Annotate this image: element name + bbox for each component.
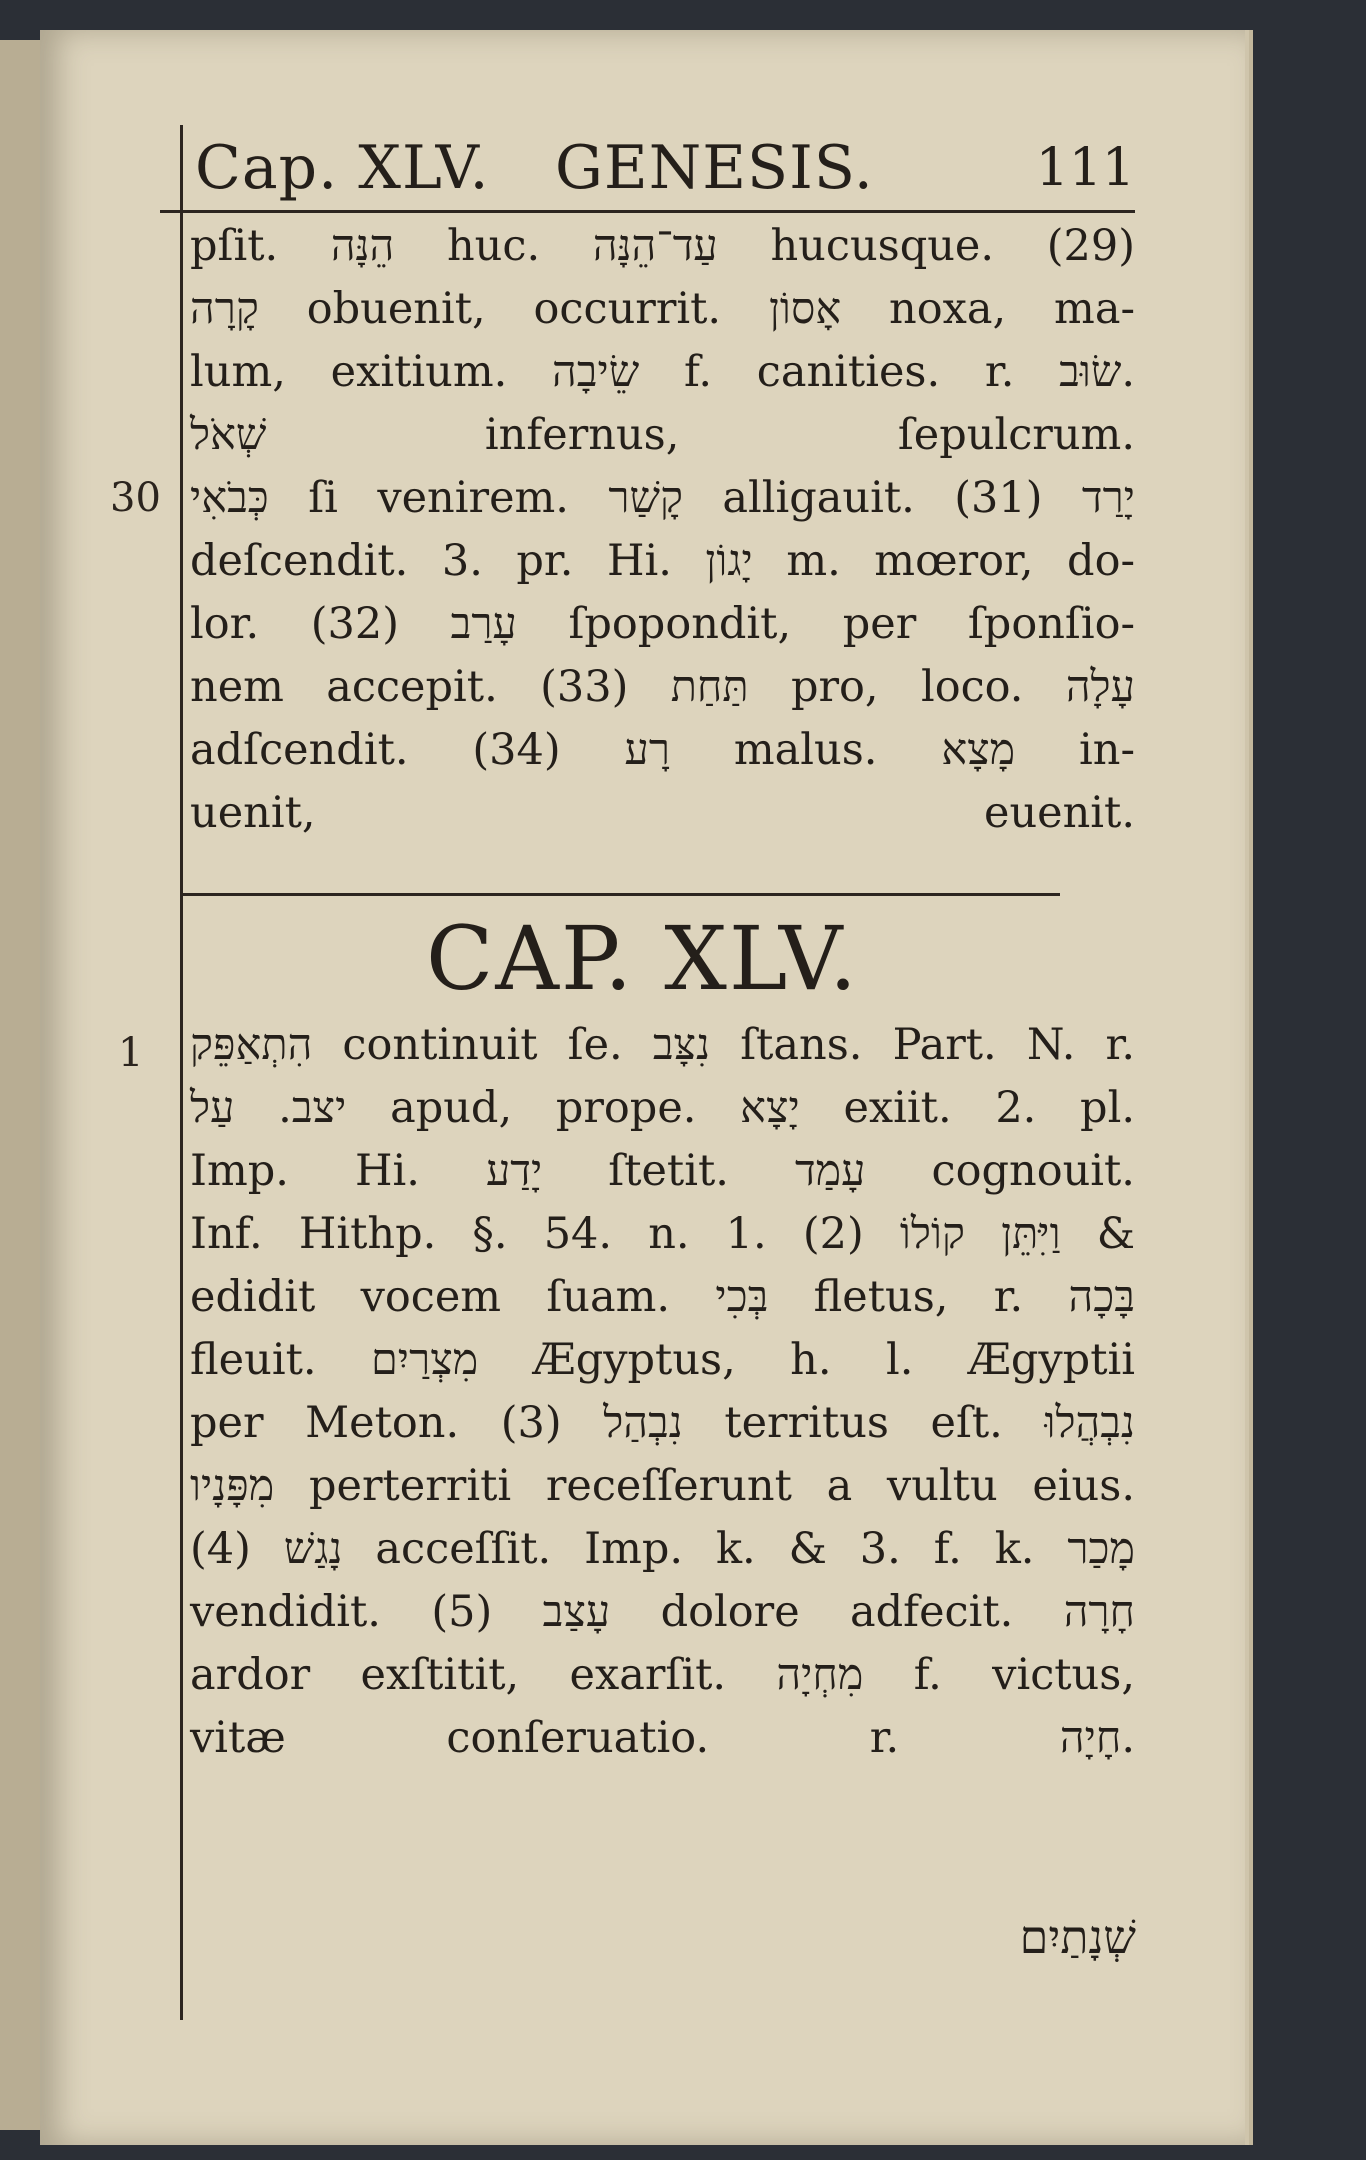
line-text: edidit vocem ſuam. בְּכִי fletus, r. בָּכָה [190,1272,1135,1322]
line-text: קָרָה obuenit, occurrit. אָסוֹן noxa, ma- [190,284,1135,334]
verse-number: 1 [118,1030,144,1076]
page-number: 111 [1035,138,1135,198]
text-line [190,341,1135,404]
book-title: GENESIS. [555,133,874,203]
line-text: (4) נָגַשׁ acceſſit. Imp. k. & 3. f. k. מָכַר [190,1524,1136,1574]
line-text: pſit. הֵנָּה huc. עַד־הֵנָּה hucusque. (29) [190,221,1136,271]
page-body [110,215,1136,1770]
text-line [190,215,1135,278]
text-line [190,656,1135,719]
text-line [190,530,1135,593]
line-text: מִפָּנָיו perterriti receſſerunt a vultu eius. [190,1461,1135,1511]
text-line [118,1014,1135,1077]
line-text: lum, exitium. שֵׂיבָה f. canities. r. שׂוּב. [190,347,1135,397]
line-text: vendidit. (5) עָצַב dolore adfecit. חָרָה [190,1587,1136,1637]
line-text: ardor exſtitit, exarſit. מִחְיָה f. victus, [190,1650,1135,1700]
text-line [190,404,1135,467]
section-rule [180,893,1060,896]
header-rule [160,210,1135,213]
line-text: Imp. Hi. יָדַע ſtetit. עָמַד cognouit. [190,1146,1135,1196]
glossary-section-2 [118,1014,1136,1770]
text-line [190,1518,1135,1581]
text-line [190,1455,1135,1518]
line-text: שְׁאֹל infernus, ſepulcrum. [190,410,1135,460]
chapter-label: Cap. XLV. [195,133,490,203]
text-line [110,467,1135,530]
line-text: adſcendit. (34) רָע malus. מָצָא in- [190,725,1135,775]
running-header [160,128,1135,208]
text-line [190,1140,1135,1203]
text-line [190,1392,1135,1455]
text-line [190,1707,1135,1770]
catchword: שְׁנָתַיִם [1019,1910,1136,1964]
line-text: fleuit. מִצְרַיִם Ægyptus, h. l. Ægyptii [190,1335,1135,1385]
line-text: lor. (32) עָרַב ſpopondit, per ſponſio- [190,599,1135,649]
text-line [190,782,1135,845]
line-text: per Meton. (3) נִבְהַל territus eſt. נִבְהֲלוּ [190,1398,1135,1448]
text-line [190,1329,1135,1392]
line-text: כְּבֹאִי ſi venirem. קָשַׁר alligauit. (31) יָרַד [190,473,1135,523]
line-text: vitæ conſeruatio. r. חָיָה. [190,1713,1135,1763]
line-text: nem accepit. (33) תַּחַת pro, loco. עָלָה [190,662,1135,712]
text-line [190,1644,1135,1707]
glossary-section-1 [110,215,1136,845]
margin-rule [180,125,183,2020]
chapter-title: CAP. XLV. [426,907,859,1010]
line-text: deſcendit. 3. pr. Hi. יָגוֹן m. mœror, do- [190,536,1135,586]
text-line [190,1203,1135,1266]
line-text: הִתְאַפֵּק continuit ſe. נִצָּב ſtans. Part. N. r. [190,1020,1135,1070]
text-line [190,1581,1135,1644]
verse-number: 30 [110,475,161,521]
line-text: uenit, euenit. [190,788,1135,838]
line-text: Inf. Hithp. §. 54. n. 1. (2) וַיִּתֵּן קוֹלוֹ & [190,1209,1135,1259]
text-line [190,1077,1135,1140]
line-text: יצב. עַל apud, prope. יָצָא exiit. 2. pl. [190,1083,1135,1133]
text-line [190,1266,1135,1329]
text-line [190,278,1135,341]
text-line [190,593,1135,656]
text-line [190,719,1135,782]
